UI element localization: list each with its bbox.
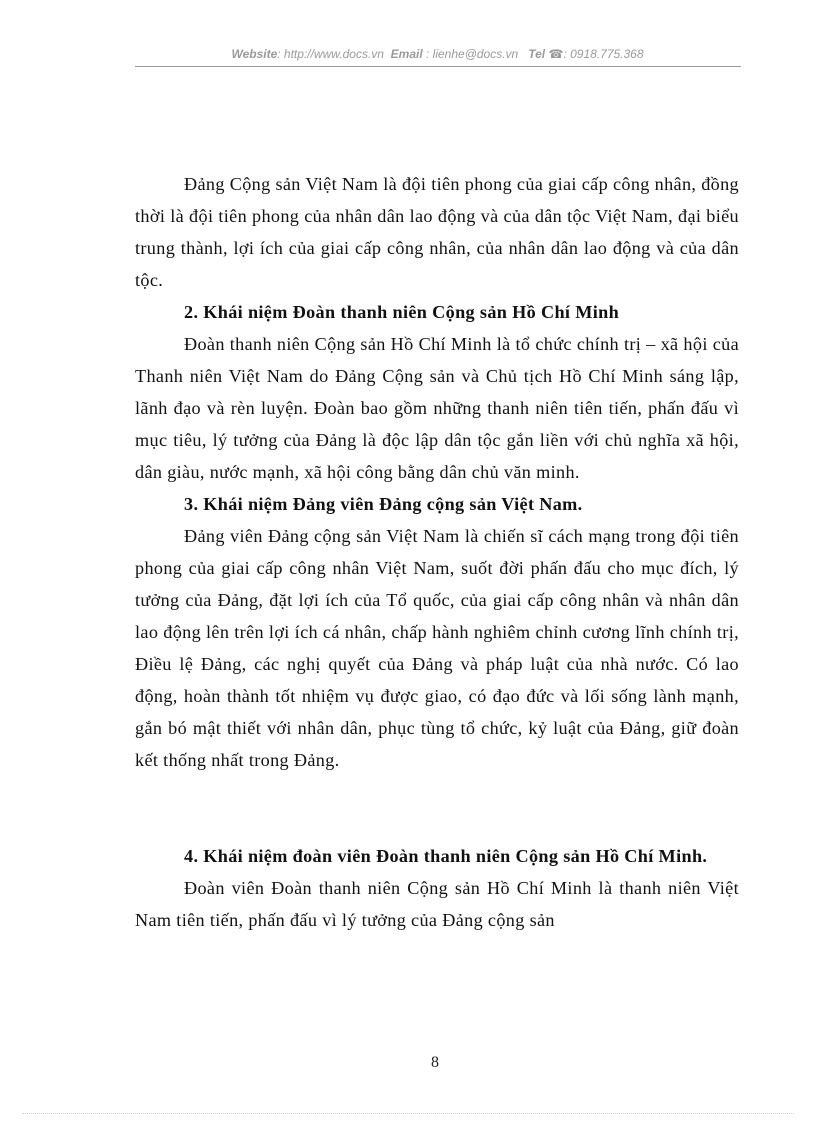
tel-label: Tel [528, 47, 546, 61]
footer-divider [22, 1113, 794, 1114]
paragraph-party-member-definition: Đảng viên Đảng cộng sản Việt Nam là chiến sĩ cách mạng trong đội tiên phong của giai cấp công nhân Việt Nam, suốt đời phấn đấu cho mục đích, lý tưởng của Đảng, đặt lợi ích của Tổ quốc, của giai cấp công nhân và nhân dân lao động lên trên lợi ích cá nhân, chấp hành nghiêm chỉnh cương lĩnh chính trị, Điều lệ Đảng, các nghị quyết của Đảng và pháp luật của nhà nước. Có lao động, hoàn thành tốt nhiệm vụ được giao, có đạo đức và lối sống lành mạnh, gắn bó mật thiết với nhân dân, phục tùng tổ chức, kỷ luật của Đảng, giữ đoàn kết thống nhất trong Đảng. [135, 526, 739, 770]
email-value: : lienhe@docs.vn [426, 47, 519, 61]
email-label: Email [390, 47, 423, 61]
section-heading-4: 4. Khái niệm đoàn viên Đoàn thanh niên Cộng sản Hồ Chí Minh. [184, 846, 708, 866]
header-divider [135, 66, 741, 67]
phone-icon: ☎ [548, 47, 564, 61]
website-value: : http://www.docs.vn [277, 47, 384, 61]
paragraph-party-definition: Đảng Cộng sản Việt Nam là đội tiên phong của giai cấp công nhân, đồng thời là đội tiên phong của nhân dân lao động và của dân tộc Việt Nam, đại biểu trung thành, lợi ích của giai cấp công nhân, của nhân dân lao động và của dân tộc. [135, 174, 739, 290]
section-heading-2: 2. Khái niệm Đoàn thanh niên Cộng sản Hồ Chí Minh [184, 302, 620, 322]
page-header [135, 47, 740, 61]
paragraph-youth-union-definition: Đoàn thanh niên Cộng sản Hồ Chí Minh là tổ chức chính trị – xã hội của Thanh niên Việt Nam do Đảng Cộng sản và Chủ tịch Hồ Chí Minh sáng lập, lãnh đạo và rèn luyện. Đoàn bao gồm những thanh niên tiên tiến, phấn đấu vì mục tiêu, lý tưởng của Đảng là độc lập dân tộc gắn liền với chủ nghĩa xã hội, dân giàu, nước mạnh, xã hội công bằng dân chủ văn minh. [135, 334, 739, 482]
section-spacer [135, 776, 739, 840]
document-body [135, 168, 739, 936]
paragraph-union-member-definition: Đoàn viên Đoàn thanh niên Cộng sản Hồ Chí Minh là thanh niên Việt Nam tiên tiến, phấn đấu vì lý tưởng của Đảng cộng sản [135, 878, 739, 930]
section-heading-3: 3. Khái niệm Đảng viên Đảng cộng sản Việt Nam. [184, 494, 583, 514]
tel-value: : 0918.775.368 [563, 47, 644, 61]
page-number: 8 [431, 1054, 439, 1071]
website-label: Website [231, 47, 278, 61]
